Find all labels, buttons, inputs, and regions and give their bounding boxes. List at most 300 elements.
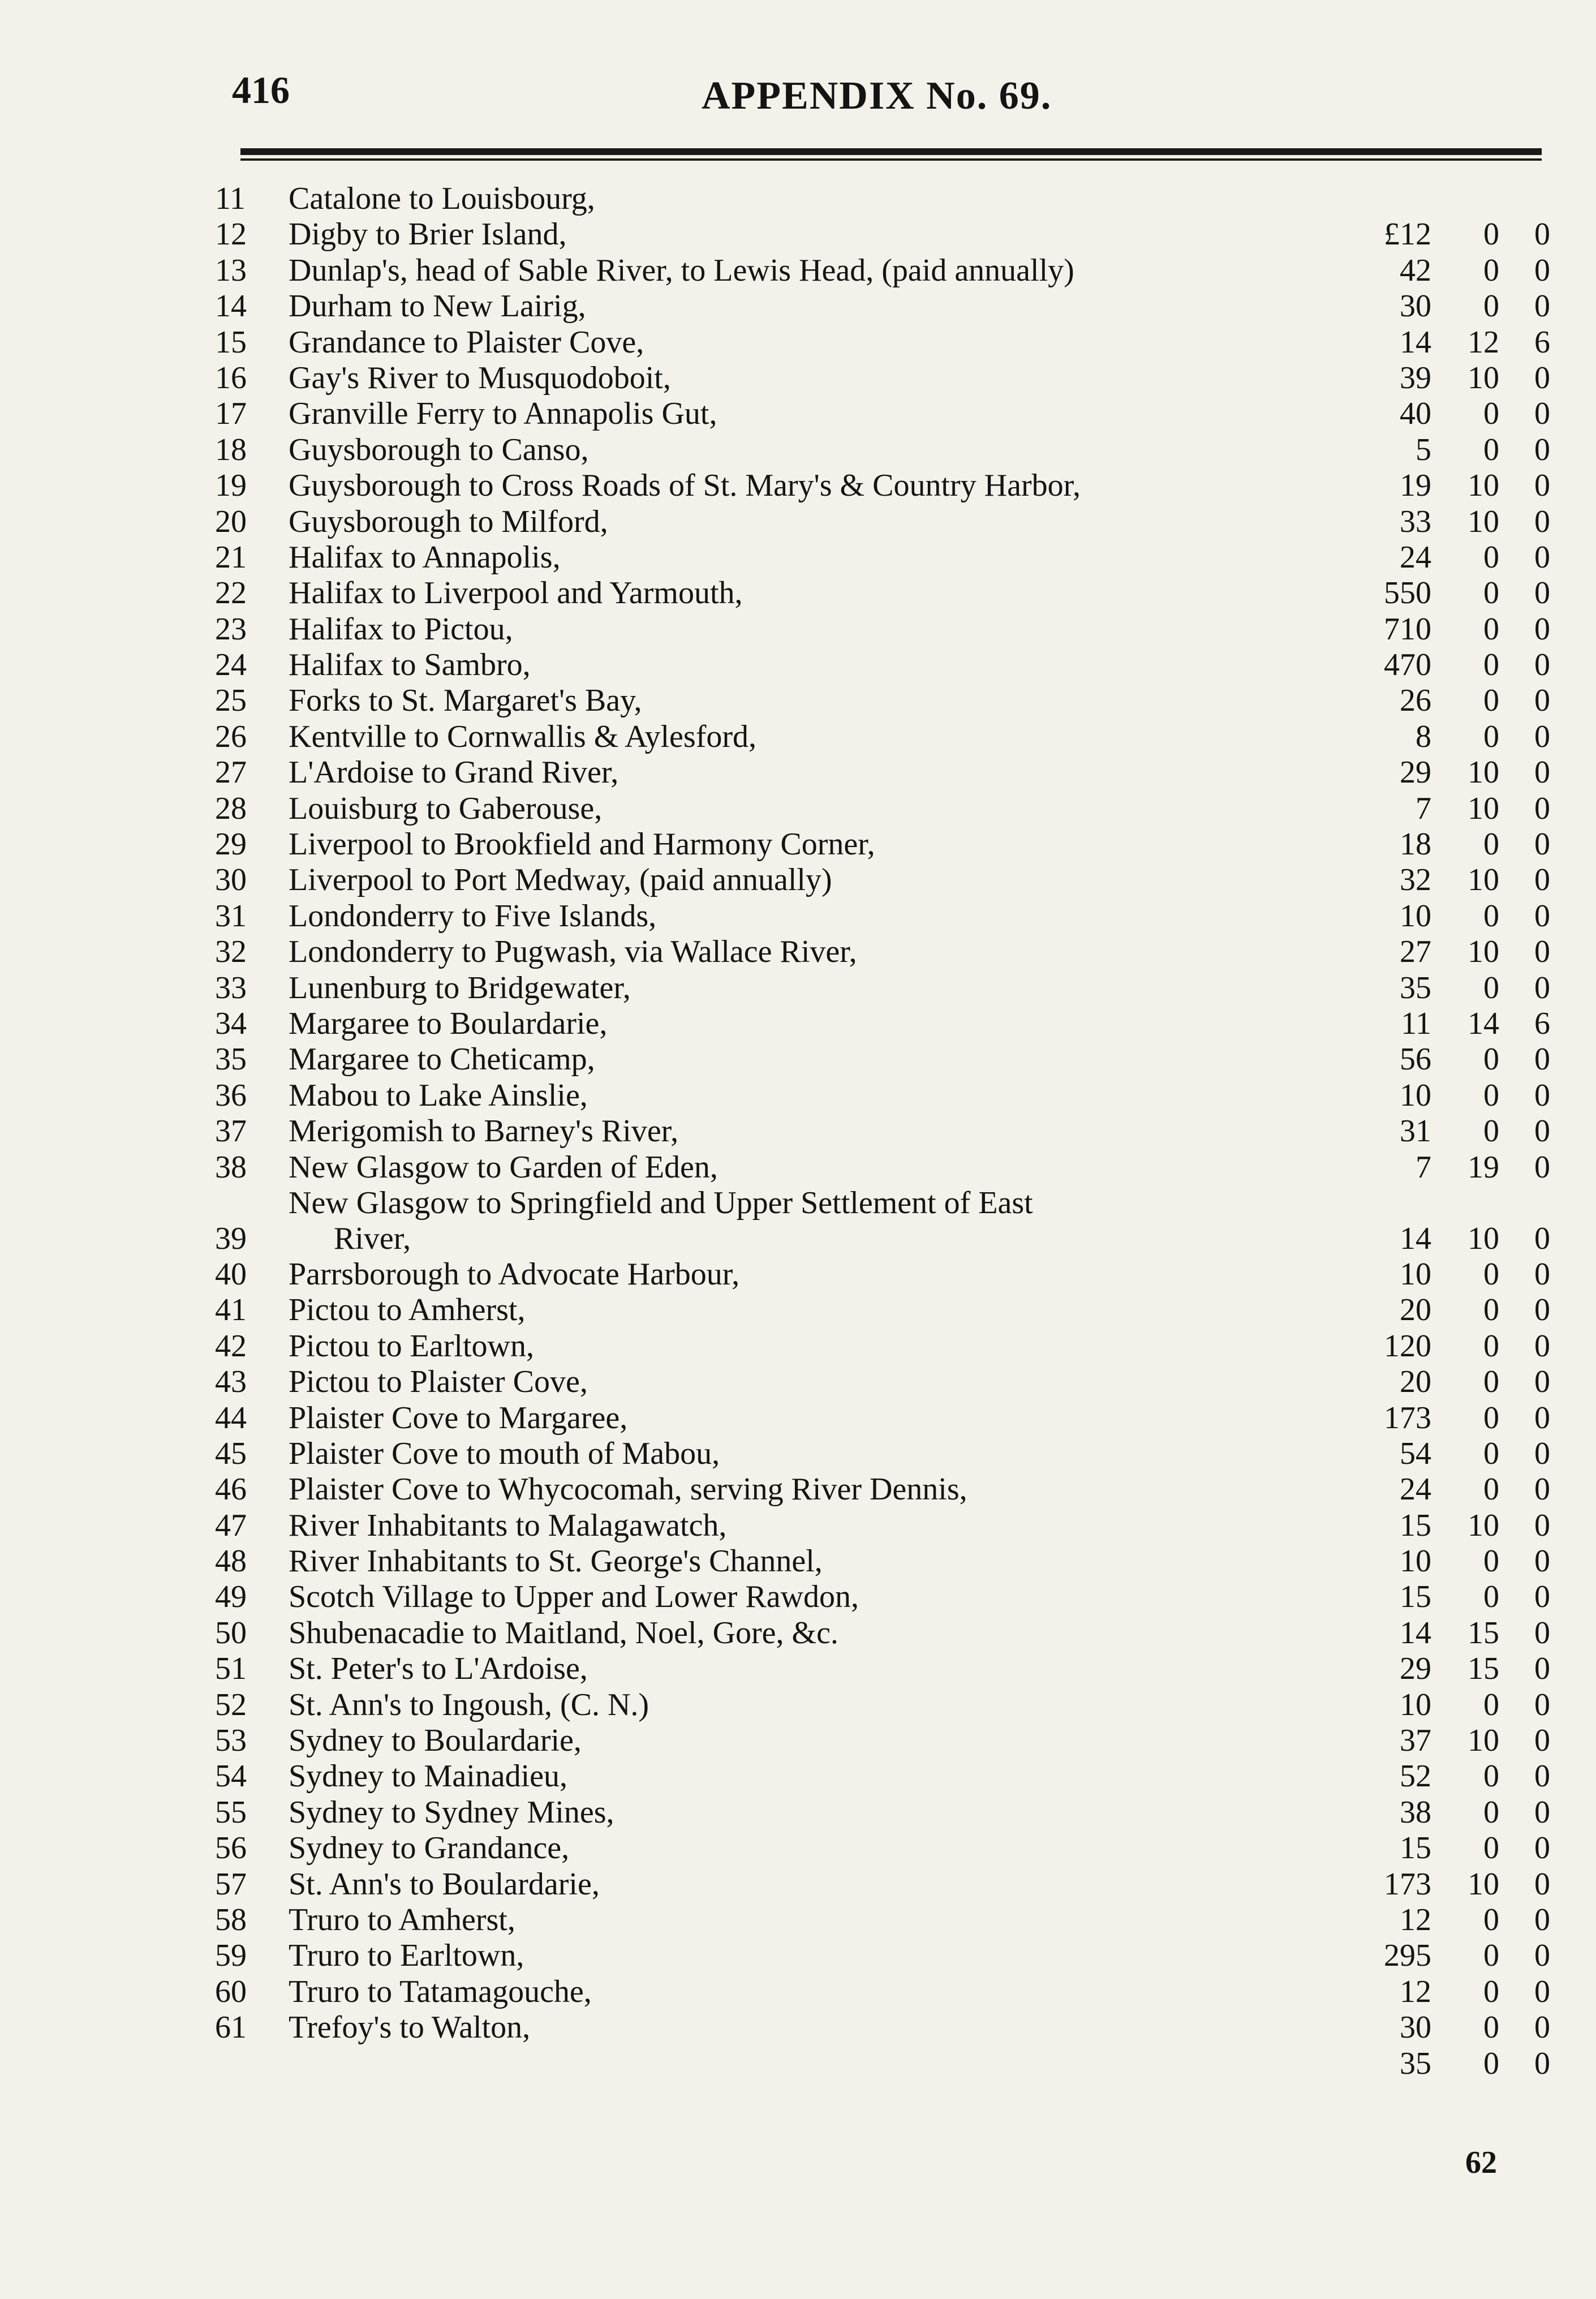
entry-pounds: 24 [1400,539,1431,575]
entry-number: 32 [215,934,247,970]
entry-pence: 0 [1534,755,1550,790]
route-entry [215,253,1550,289]
entry-pence: 0 [1534,934,1550,970]
entry-pounds: 19 [1400,468,1431,504]
entry-shillings: 10 [1468,1507,1499,1543]
entry-pounds: 26 [1400,683,1431,719]
entry-shillings: 0 [1483,217,1499,252]
route-entry [215,2010,1550,2046]
route-entry [215,1723,1550,1759]
entry-pounds: 15 [1400,1507,1431,1543]
route-entry [215,1651,1550,1687]
entry-pounds: 40 [1400,396,1431,432]
route-entry [215,504,1550,540]
entry-number: 58 [215,1902,247,1937]
entry-shillings: 0 [1483,289,1499,324]
entry-pence: 0 [1534,683,1550,719]
entry-pence: 0 [1534,504,1550,539]
entry-pounds: 710 [1384,611,1431,647]
entry-route: Guysborough to Milford, [289,504,608,539]
entry-shillings: 19 [1468,1149,1499,1185]
route-entry [215,181,1550,217]
entry-pounds: 10 [1400,898,1431,934]
entry-pence: 0 [1534,252,1550,288]
entry-shillings: 0 [1483,1472,1499,1507]
entry-pounds: 30 [1400,2010,1431,2046]
entry-pence: 0 [1534,1902,1550,1937]
entry-route: Guysborough to Cross Roads of St. Mary's & Country Harbor, [289,468,1081,504]
entry-pounds: 35 [1400,2046,1431,2081]
entry-route: Digby to Brier Island, [289,217,567,252]
route-entry [215,1579,1550,1615]
entry-number: 16 [215,360,247,396]
entry-route: Margaree to Cheticamp, [289,1042,595,1077]
entry-pence: 0 [1534,1436,1550,1471]
entry-shillings: 0 [1483,1830,1499,1866]
entry-number: 48 [215,1544,247,1579]
entry-route: L'Ardoise to Grand River, [289,755,619,790]
entry-pence: 0 [1534,1830,1550,1866]
entry-pounds: 18 [1400,827,1431,862]
route-entry [215,899,1550,934]
entry-route: River Inhabitants to St. George's Channel, [289,1544,823,1579]
entry-pence: 0 [1534,1651,1550,1687]
entry-pounds: 35 [1400,970,1431,1005]
entry-shillings: 10 [1468,755,1499,790]
entry-pence: 0 [1534,539,1550,575]
entry-shillings: 0 [1483,575,1499,611]
entry-pence: 0 [1534,1149,1550,1185]
entry-pence: 0 [1534,898,1550,934]
entry-pence: 0 [1534,2046,1550,2081]
entry-number: 40 [215,1256,247,1292]
entry-number: 17 [215,396,247,432]
entry-shillings: 0 [1483,2046,1499,2081]
entry-pounds: 37 [1400,1723,1431,1759]
entry-pence: 0 [1534,432,1550,467]
entry-number: 14 [215,289,247,324]
route-list [215,181,1550,2082]
entry-pence: 0 [1534,1221,1550,1256]
entry-shillings: 15 [1468,1615,1499,1651]
entry-pence: 0 [1534,719,1550,754]
entry-shillings: 0 [1483,396,1499,432]
entry-pence: 0 [1534,217,1550,252]
entry-shillings: 12 [1468,324,1499,360]
entry-pence: 0 [1534,1544,1550,1579]
route-entry [215,1150,1550,1185]
route-entry [215,647,1550,683]
entry-route: St. Ann's to Boulardarie, [289,1866,600,1902]
entry-pounds: 14 [1400,1221,1431,1256]
route-entry [215,468,1550,504]
entry-route: Londonderry to Five Islands, [289,898,657,934]
entry-route: Londonderry to Pugwash, via Wallace River, [289,934,857,970]
entry-route: Durham to New Lairig, [289,289,586,324]
entry-number: 44 [215,1400,247,1436]
entry-number: 31 [215,898,247,934]
entry-pounds: 20 [1400,1364,1431,1400]
entry-shillings: 0 [1483,1902,1499,1937]
entry-route: Pictou to Earltown, [289,1328,534,1364]
entry-shillings: 0 [1483,611,1499,647]
entry-route [289,1185,1347,1257]
entry-pence: 6 [1534,324,1550,360]
entry-pounds: 39 [1400,360,1431,396]
entry-shillings: 0 [1483,1292,1499,1328]
entry-route: Halifax to Sambro, [289,647,531,683]
route-entry [215,827,1550,862]
entry-number: 57 [215,1866,247,1902]
entry-number: 25 [215,683,247,719]
entry-pence: 0 [1534,1759,1550,1794]
entry-route: Mabou to Lake Ainslie, [289,1077,588,1113]
entry-shillings: 10 [1468,468,1499,504]
entry-pounds: 10 [1400,1077,1431,1113]
entry-pounds: 56 [1400,1042,1431,1077]
entry-shillings: 0 [1483,719,1499,754]
entry-number: 61 [215,2010,247,2046]
route-entry [215,1759,1550,1794]
route-entry [215,1902,1550,1938]
route-entry [215,1436,1550,1472]
entry-pounds: 173 [1384,1400,1431,1436]
entry-pence: 0 [1534,1400,1550,1436]
route-entry [215,540,1550,575]
entry-route: Dunlap's, head of Sable River, to Lewis Head, (paid annually) [289,252,1074,288]
route-entry [215,1042,1550,1077]
entry-pounds: 31 [1400,1114,1431,1149]
route-entry [215,325,1550,360]
entry-number: 55 [215,1794,247,1830]
entry-route: Parrsborough to Advocate Harbour, [289,1256,740,1292]
entry-shillings: 0 [1483,1114,1499,1149]
entry-route: Sydney to Grandance, [289,1830,570,1866]
entry-number: 45 [215,1436,247,1471]
route-entry [215,2046,1550,2082]
entry-number: 38 [215,1149,247,1185]
entry-number: 35 [215,1042,247,1077]
entry-pounds: 173 [1384,1866,1431,1902]
entry-pounds: 5 [1416,432,1431,467]
route-entry [215,1364,1550,1400]
route-entry [215,1615,1550,1651]
entry-shillings: 0 [1483,1794,1499,1830]
entry-shillings: 0 [1483,432,1499,467]
route-entry [215,1114,1550,1149]
route-entry [215,1329,1550,1364]
entry-route: Gay's River to Musquodoboit, [289,360,671,396]
route-entry [215,1006,1550,1042]
entry-number: 30 [215,862,247,898]
entry-pounds: 32 [1400,862,1431,898]
entry-route: Pictou to Plaister Cove, [289,1364,588,1400]
entry-route: Pictou to Amherst, [289,1292,526,1328]
catchword: 62 [1465,2145,1497,2180]
route-entry [215,612,1550,647]
entry-route: Margaree to Boulardarie, [289,1005,608,1041]
entry-number: 22 [215,575,247,611]
entry-route: Forks to St. Margaret's Bay, [289,683,642,719]
entry-pence: 0 [1534,1292,1550,1328]
entry-route: Merigomish to Barney's River, [289,1114,679,1149]
entry-shillings: 0 [1483,539,1499,575]
entry-route: Guysborough to Canso, [289,432,589,467]
header-rule [240,148,1542,155]
entry-shillings: 0 [1483,1687,1499,1722]
entry-pounds: 7 [1416,790,1431,826]
route-entry [215,755,1550,790]
entry-pence: 0 [1534,1364,1550,1400]
entry-number: 51 [215,1651,247,1687]
entry-route: Granville Ferry to Annapolis Gut, [289,396,717,432]
appendix-title: APPENDIX No. 69. [702,74,1052,118]
entry-number: 18 [215,432,247,467]
entry-number: 26 [215,719,247,754]
entry-route: Halifax to Liverpool and Yarmouth, [289,575,743,611]
entry-pounds: 120 [1384,1328,1431,1364]
route-entry [215,1830,1550,1866]
entry-shillings: 0 [1483,1974,1499,2009]
entry-shillings: 0 [1483,898,1499,934]
entry-pounds: 10 [1400,1256,1431,1292]
route-entry [215,1472,1550,1507]
entry-number: 23 [215,611,247,647]
entry-shillings: 10 [1468,934,1499,970]
entry-pounds: 10 [1400,1544,1431,1579]
entry-pence: 0 [1534,862,1550,898]
entry-pounds: 14 [1400,1615,1431,1651]
entry-number: 20 [215,504,247,539]
route-entry [215,1508,1550,1544]
route-entry [215,1257,1550,1292]
entry-pounds: 15 [1400,1579,1431,1615]
entry-route: Halifax to Pictou, [289,611,513,647]
entry-number: 46 [215,1472,247,1507]
entry-pence: 0 [1534,790,1550,826]
entry-number: 59 [215,1938,247,1974]
entry-pounds: 12 [1400,1902,1431,1937]
route-entry [215,1292,1550,1328]
entry-number: 36 [215,1077,247,1113]
entry-route: St. Peter's to L'Ardoise, [289,1651,588,1687]
entry-pence: 0 [1534,1114,1550,1149]
entry-pounds: 27 [1400,934,1431,970]
entry-pounds: 14 [1400,324,1431,360]
entry-shillings: 0 [1483,1400,1499,1436]
entry-pounds: 33 [1400,504,1431,539]
entry-number: 52 [215,1687,247,1722]
entry-shillings: 0 [1483,1077,1499,1113]
route-entry [215,360,1550,396]
entry-pounds: 54 [1400,1436,1431,1471]
route-entry [215,289,1550,324]
entry-number: 11 [215,181,246,216]
entry-route: Sydney to Sydney Mines, [289,1794,614,1830]
entry-pence: 0 [1534,1042,1550,1077]
route-entry [215,1974,1550,2010]
entry-shillings: 15 [1468,1651,1499,1687]
route-entry [215,1185,1550,1257]
entry-route: Truro to Tatamagouche, [289,1974,592,2009]
entry-pence: 0 [1534,360,1550,396]
entry-number: 41 [215,1292,247,1328]
entry-route: Grandance to Plaister Cove, [289,324,644,360]
entry-pence: 0 [1534,396,1550,432]
entry-shillings: 10 [1468,1723,1499,1759]
entry-number: 53 [215,1723,247,1759]
entry-pence: 0 [1534,1472,1550,1507]
entry-route: Catalone to Louisbourg, [289,181,595,216]
entry-number: 28 [215,790,247,826]
entry-pounds: 7 [1416,1149,1431,1185]
entry-pence: 0 [1534,1256,1550,1292]
entry-pounds: 42 [1400,252,1431,288]
entry-pounds: 15 [1400,1830,1431,1866]
entry-pence: 0 [1534,289,1550,324]
entry-route: Trefoy's to Walton, [289,2010,531,2046]
entry-shillings: 0 [1483,1759,1499,1794]
route-entry [215,719,1550,755]
entry-shillings: 10 [1468,360,1499,396]
entry-route: Truro to Earltown, [289,1938,524,1974]
route-entry [215,934,1550,970]
entry-route: Plaister Cove to Whycocomah, serving River Dennis, [289,1472,967,1507]
route-entry [215,1938,1550,1974]
entry-number: 49 [215,1579,247,1615]
entry-number: 27 [215,755,247,790]
entry-number: 47 [215,1507,247,1543]
entry-shillings: 10 [1468,790,1499,826]
entry-route: Plaister Cove to Margaree, [289,1400,628,1436]
entry-pence: 0 [1534,1938,1550,1974]
entry-route: Kentville to Cornwallis & Aylesford, [289,719,756,754]
entry-pence: 0 [1534,647,1550,683]
entry-route: Sydney to Boulardarie, [289,1723,582,1759]
entry-pence: 0 [1534,1794,1550,1830]
entry-shillings: 0 [1483,970,1499,1005]
entry-shillings: 0 [1483,2010,1499,2046]
route-entry [215,1544,1550,1579]
route-entry [215,432,1550,468]
entry-pence: 0 [1534,1974,1550,2009]
entry-number: 15 [215,324,247,360]
entry-number: 37 [215,1114,247,1149]
entry-number: 33 [215,970,247,1005]
entry-number: 54 [215,1759,247,1794]
entry-pence: 0 [1534,1866,1550,1902]
entry-route: Louisburg to Gaberouse, [289,790,603,826]
entry-pounds: 20 [1400,1292,1431,1328]
entry-route-continuation: River, [334,1221,411,1256]
route-entry [215,791,1550,827]
entry-number: 42 [215,1328,247,1364]
entry-number: 50 [215,1615,247,1651]
entry-shillings: 14 [1468,1005,1499,1041]
entry-pence: 0 [1534,1615,1550,1651]
entry-shillings: 10 [1468,1866,1499,1902]
entry-route: Lunenburg to Bridgewater, [289,970,631,1005]
entry-route: Shubenacadie to Maitland, Noel, Gore, &c. [289,1615,838,1651]
entry-route: St. Ann's to Ingoush, (C. N.) [289,1687,649,1722]
route-entry [215,1078,1550,1114]
entry-shillings: 0 [1483,647,1499,683]
entry-pounds: 550 [1384,575,1431,611]
entry-pounds: 29 [1400,1651,1431,1687]
entry-shillings: 0 [1483,1436,1499,1471]
entry-number: 60 [215,1974,247,2009]
route-entry [215,970,1550,1006]
entry-number: 24 [215,647,247,683]
entry-number: 19 [215,468,247,504]
entry-shillings: 0 [1483,1256,1499,1292]
entry-number: 43 [215,1364,247,1400]
entry-pence: 0 [1534,2010,1550,2046]
entry-route-line: New Glasgow to Springfield and Upper Settlement of East [289,1185,1033,1221]
entry-pounds: 11 [1401,1005,1431,1041]
entry-number: 39 [215,1221,247,1256]
entry-number: 12 [215,217,247,252]
entry-shillings: 0 [1483,683,1499,719]
entry-shillings: 10 [1468,862,1499,898]
entry-shillings: 0 [1483,1579,1499,1615]
entry-shillings: 0 [1483,1364,1499,1400]
entry-pence: 0 [1534,575,1550,611]
page-number: 416 [232,68,290,111]
entry-route: Halifax to Annapolis, [289,539,561,575]
route-entry [215,1687,1550,1723]
entry-shillings: 0 [1483,827,1499,862]
route-entry [215,1795,1550,1830]
entry-number: 34 [215,1005,247,1041]
entry-pounds: 12 [1400,1974,1431,2009]
entry-route: Scotch Village to Upper and Lower Rawdon, [289,1579,859,1615]
entry-pence: 0 [1534,1723,1550,1759]
entry-pence: 0 [1534,1077,1550,1113]
entry-pence: 6 [1534,1005,1550,1041]
entry-shillings: 10 [1468,1221,1499,1256]
route-entry [215,396,1550,432]
entry-route: Liverpool to Port Medway, (paid annually) [289,862,832,898]
entry-pence: 0 [1534,1328,1550,1364]
route-entry [215,217,1550,252]
entry-pence: 0 [1534,1687,1550,1722]
entry-pence: 0 [1534,1579,1550,1615]
entry-pence: 0 [1534,611,1550,647]
entry-pounds: 295 [1384,1938,1431,1974]
entry-pounds: £12 [1384,217,1431,252]
entry-pounds: 38 [1400,1794,1431,1830]
route-entry [215,862,1550,898]
entry-number: 13 [215,252,247,288]
entry-pence: 0 [1534,1507,1550,1543]
entry-number: 21 [215,539,247,575]
entry-shillings: 0 [1483,1544,1499,1579]
entry-route: River Inhabitants to Malagawatch, [289,1507,727,1543]
entry-pounds: 30 [1400,289,1431,324]
route-entry [215,1867,1550,1902]
route-entry [215,575,1550,611]
entry-shillings: 10 [1468,504,1499,539]
entry-shillings: 0 [1483,1938,1499,1974]
entry-pence: 0 [1534,827,1550,862]
entry-pence: 0 [1534,468,1550,504]
entry-pounds: 24 [1400,1472,1431,1507]
route-entry [215,1400,1550,1436]
entry-shillings: 0 [1483,1042,1499,1077]
entry-route: Truro to Amherst, [289,1902,515,1937]
entry-pounds: 29 [1400,755,1431,790]
